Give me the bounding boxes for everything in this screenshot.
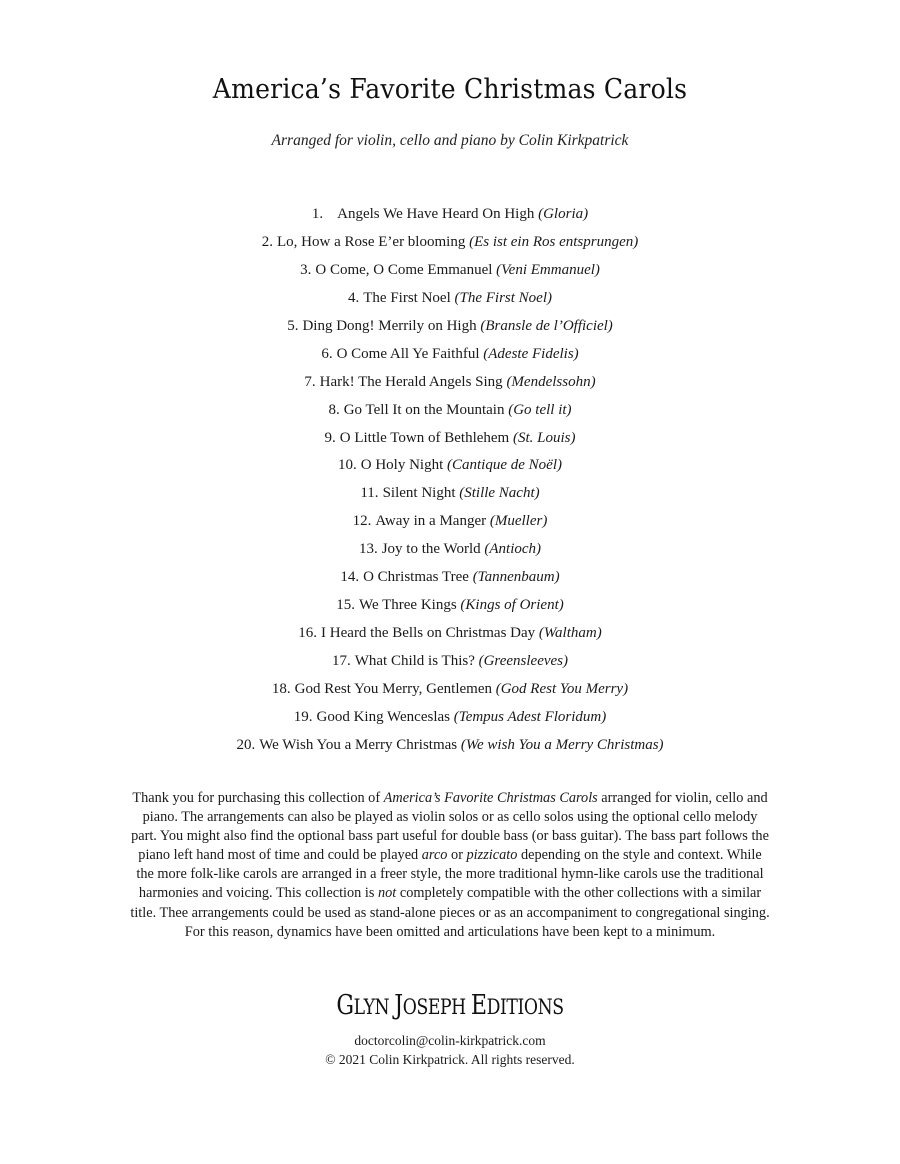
contents-item-tune-name: (Bransle de l’Officiel) xyxy=(480,317,613,334)
contents-item xyxy=(0,285,900,313)
contents-item xyxy=(0,564,900,592)
contents-item-number: 20. xyxy=(236,736,256,753)
intro-text: depending on the style and context. While the more folk-like carols are arranged in a freer style, the more traditional hymn-like carols use the traditional harmonies and voicing. This collection is xyxy=(136,847,764,902)
contents-item-tune-name: (St. Louis) xyxy=(512,429,576,446)
contents-item xyxy=(0,648,900,676)
contents-item-number: 2. xyxy=(261,233,274,250)
publisher-logo-initial: J xyxy=(394,990,403,1021)
intro-text: completely compatible with the other collections with a similar title. Thee arrangements could be used as stand-alone pieces or as an accompaniment to congregational singing. For this reason, dynamics have been omitted and articulations have been kept to a minimum. xyxy=(130,885,770,940)
contents-item-number: 17. xyxy=(331,653,351,669)
contents-item-tune-name: (Kings of Orient) xyxy=(460,597,564,614)
contents-item-title: Silent Night xyxy=(382,485,456,502)
contents-item-number: 12. xyxy=(352,513,372,530)
contents-item-title: Ding Dong! Merrily on High xyxy=(302,317,477,334)
contents-item-number: 14. xyxy=(340,569,360,586)
contents-item-title: Lo, How a Rose E’er blooming xyxy=(277,233,466,250)
contents-item-number: 18. xyxy=(271,680,291,697)
contents-item xyxy=(0,676,900,704)
contents-item-number: 11. xyxy=(360,485,379,502)
intro-text: arranged for violin, cello and piano. The arrangements can also be played as violin solos or as cello solos using the optional cello melody part. You might also find the optional bass part useful for double bass (or bass guitar). The bass part follows the piano left hand most of time and could be played xyxy=(131,790,769,864)
contents-item-tune-name: (God Rest You Merry) xyxy=(495,680,629,697)
contents-item xyxy=(0,536,900,564)
page-title: America’s Favorite Christmas Carols xyxy=(212,74,688,105)
contents-item-tune-name: (The First Noel) xyxy=(454,289,552,306)
contents-item-tune-name: (We wish You a Merry Christmas) xyxy=(460,736,664,753)
table-of-contents xyxy=(0,201,900,760)
intro-text: Thank you for purchasing this collection of xyxy=(132,790,384,806)
contents-item-number: 1. xyxy=(311,206,324,222)
contents-item-tune-name: (Mendelssohn) xyxy=(506,373,596,390)
publisher-logo-text: LYN xyxy=(353,995,395,1019)
contents-item xyxy=(0,257,900,285)
publisher-logo-text: DITIONS xyxy=(486,995,564,1019)
contents-item-tune-name: (Waltham) xyxy=(538,625,602,642)
contents-item xyxy=(0,452,900,480)
copyright-notice: © 2021 Colin Kirkpatrick. All rights reserved. xyxy=(325,1052,575,1067)
contents-item-number: 15. xyxy=(336,597,355,614)
contents-item-title: O Holy Night xyxy=(360,457,444,474)
contents-item-number: 6. xyxy=(321,345,333,362)
contents-item-title: O Christmas Tree xyxy=(363,569,469,586)
intro-text: or xyxy=(447,847,467,864)
publisher-logo-text: OSEPH xyxy=(402,995,471,1019)
contents-item-tune-name: (Antioch) xyxy=(484,541,542,558)
contents-item-tune-name: (Adeste Fidelis) xyxy=(483,345,579,362)
contents-item xyxy=(0,397,900,425)
contents-item-title: Angels We Have Heard On High xyxy=(337,206,535,222)
contents-item-tune-name: (Cantique de Noël) xyxy=(447,457,562,474)
contents-item-number: 4. xyxy=(348,289,360,306)
contents-item xyxy=(0,620,900,648)
contents-item xyxy=(0,480,900,508)
contents-item-title: We Three Kings xyxy=(359,597,457,614)
contents-item-title: Away in a Manger xyxy=(375,513,487,530)
contents-item-title: The First Noel xyxy=(363,289,451,306)
publisher-logo xyxy=(81,990,819,1021)
contents-item-number: 19. xyxy=(293,708,313,725)
contents-item-tune-name: (Mueller) xyxy=(489,513,548,530)
contents-item-tune-name: (Greensleeves) xyxy=(478,653,569,669)
contents-item-title: O Come All Ye Faithful xyxy=(336,345,480,362)
contents-item xyxy=(0,313,900,341)
intro-term-arco: arco xyxy=(421,847,448,864)
contents-item xyxy=(0,369,900,397)
contents-item-title: Good King Wenceslas xyxy=(316,708,450,725)
publisher-logo-initial: E xyxy=(470,990,487,1021)
contents-item-tune-name: (Veni Emmanuel) xyxy=(496,261,600,278)
publisher-logo-initial: G xyxy=(336,990,354,1021)
contact-block xyxy=(0,1031,900,1069)
contents-item-number: 13. xyxy=(358,541,378,558)
contents-item xyxy=(0,229,900,257)
contents-item-title: I Heard the Bells on Christmas Day xyxy=(321,625,536,642)
contents-item-title: God Rest You Merry, Gentlemen xyxy=(294,680,492,697)
contents-item-title: Hark! The Herald Angels Sing xyxy=(319,373,503,390)
contents-item-title: Joy to the World xyxy=(381,541,481,558)
contents-item-number: 5. xyxy=(287,317,299,334)
contents-item-tune-name: (Es ist ein Ros entsprungen) xyxy=(469,233,639,250)
contents-item xyxy=(0,508,900,536)
contact-email: doctorcolin@colin-kirkpatrick.com xyxy=(354,1033,546,1048)
contents-item-tune-name: (Tannenbaum) xyxy=(472,569,560,586)
contents-item xyxy=(0,201,900,229)
contents-item xyxy=(0,732,900,760)
contents-item xyxy=(0,341,900,369)
intro-paragraph xyxy=(128,789,772,942)
contents-item xyxy=(0,592,900,620)
contents-item-number: 3. xyxy=(300,261,312,278)
contents-item-title: Go Tell It on the Mountain xyxy=(343,401,505,418)
contents-item-title: What Child is This? xyxy=(354,653,475,669)
contents-item xyxy=(0,425,900,453)
contents-item-tune-name: (Go tell it) xyxy=(508,401,572,418)
intro-collection-title: America’s Favorite Christmas Carols xyxy=(383,790,598,806)
contents-item-number: 9. xyxy=(324,429,336,446)
contents-item-number: 7. xyxy=(304,373,316,390)
contents-item xyxy=(0,704,900,732)
contents-item-number: 8. xyxy=(328,401,340,418)
contents-item-tune-name: (Stille Nacht) xyxy=(459,485,540,502)
page-subtitle: Arranged for violin, cello and piano by Colin Kirkpatrick xyxy=(271,132,629,149)
contents-item-title: We Wish You a Merry Christmas xyxy=(259,736,458,753)
contents-item-title: O Little Town of Bethlehem xyxy=(339,429,510,446)
contents-item-number: 10. xyxy=(338,457,357,474)
contents-item-tune-name: (Gloria) xyxy=(538,206,589,222)
contents-item-tune-name: (Tempus Adest Floridum) xyxy=(453,708,607,725)
contents-item-number: 16. xyxy=(298,625,318,642)
contents-item-title: O Come, O Come Emmanuel xyxy=(315,261,493,278)
intro-emphasis-not: not xyxy=(378,885,397,902)
intro-term-pizzicato: pizzicato xyxy=(466,847,518,864)
